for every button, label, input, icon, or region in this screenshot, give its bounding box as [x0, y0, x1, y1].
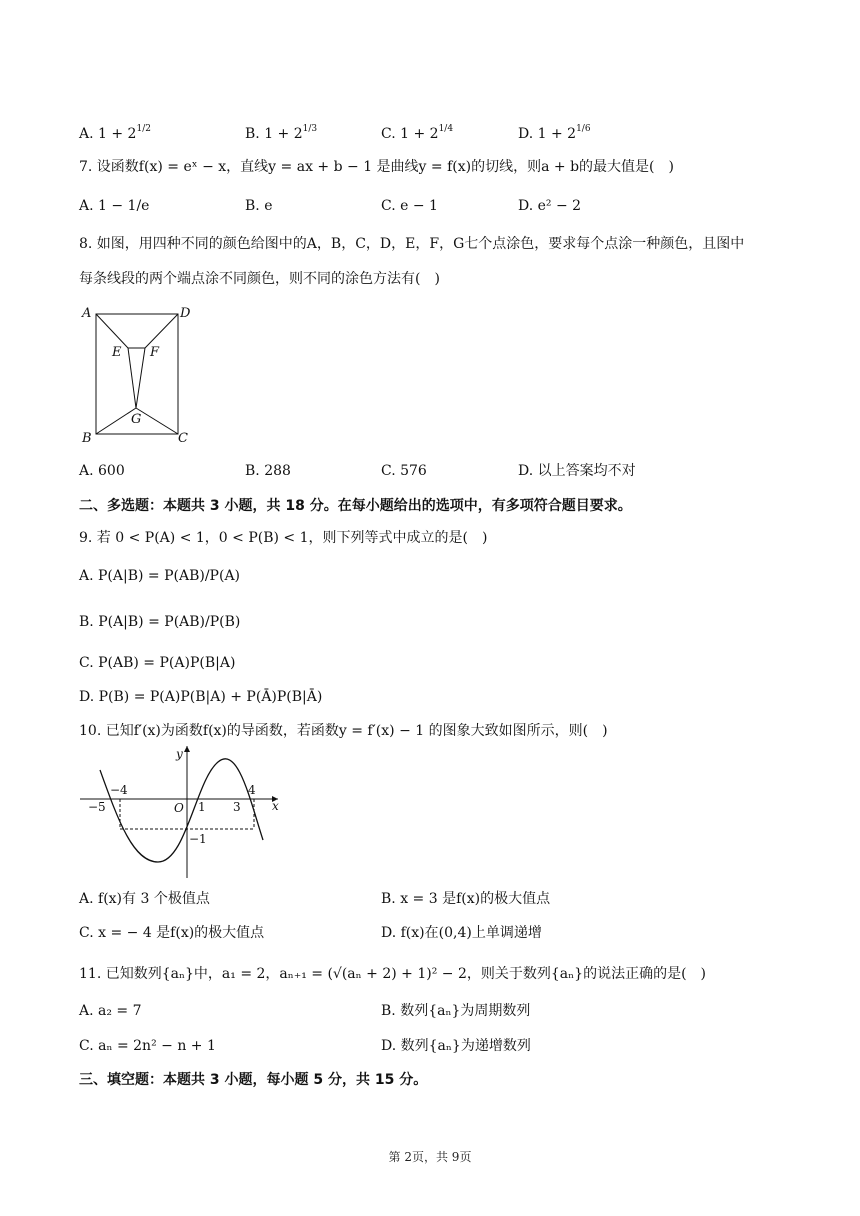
q10-label-3: 3 — [233, 800, 241, 814]
q10-label-neg5: −5 — [88, 800, 106, 814]
q8-segment-fg — [136, 348, 145, 408]
q8-segment-bg — [96, 408, 136, 434]
q10-stem: 10. 已知f′(x)为函数f(x)的导函数，若函数y = f′(x) − 1 的图象大致如图所示，则( ) — [79, 723, 608, 739]
q7-option-d: D. e² − 2 — [518, 198, 582, 214]
q10-label-neg1: −1 — [189, 832, 207, 846]
q8-label-f: F — [150, 345, 160, 360]
q9-option-a: A. P(A|B) = P(AB)/P(A) — [79, 568, 241, 584]
section-3-heading: 三、填空题：本题共 3 小题，每小题 5 分，共 15 分。 — [79, 1072, 428, 1088]
q8-label-c: C — [178, 431, 188, 446]
q6-option-d: D. $1 + 2^{1/6}$ — [518, 124, 591, 142]
q10-option-b: B. x = 3 是f(x)的极大值点 — [381, 891, 551, 907]
q8-option-a: A. 600 — [79, 463, 125, 479]
q11-option-b: B. 数列{aₙ}为周期数列 — [381, 1003, 531, 1019]
q8-option-d: D. 以上答案均不对 — [518, 463, 636, 479]
q8-label-g: G — [131, 412, 142, 427]
q6-option-b: B. $1 + 2^{1/3}$ — [245, 124, 318, 142]
q8-label-a: A — [82, 306, 92, 321]
q10-label-x: x — [272, 799, 279, 813]
q10-figure — [78, 740, 288, 882]
q10-label-4: 4 — [248, 783, 256, 797]
q8-segment-df — [145, 314, 178, 348]
q11-option-c: C. aₙ = 2n² − n + 1 — [79, 1038, 216, 1054]
q10-label-1: 1 — [198, 800, 206, 814]
q7-option-b: B. e — [245, 198, 273, 214]
q9-option-b: B. P(A|B) = P(AB)/P(B) — [79, 614, 241, 630]
q6-option-a-exponent: 1/2 — [136, 124, 151, 134]
q7-option-a: A. 1 − 1/e — [79, 198, 150, 214]
q6-option-b-exponent: 1/3 — [302, 124, 318, 134]
q9-option-d: D. P(B) = P(A)P(B|A) + P(Ā)P(B|Ā) — [79, 689, 323, 705]
q10-option-c: C. x = − 4 是f(x)的极大值点 — [79, 925, 265, 941]
section-2-heading: 二、多选题：本题共 3 小题，共 18 分。在每小题给出的选项中，有多项符合题目要求。 — [79, 498, 632, 514]
q7-option-c: C. e − 1 — [381, 198, 438, 214]
q8-label-d: D — [180, 306, 191, 321]
q10-label-origin: O — [174, 801, 184, 815]
q8-label-b: B — [82, 431, 92, 446]
q6-option-c: C. $1 + 2^{1/4}$ — [381, 124, 454, 142]
q7-stem: 7. 设函数f(x) = eˣ − x，直线y = ax + b − 1 是曲线y = f(x)的切线，则a + b的最大值是( ) — [79, 159, 674, 175]
q8-stem-line1: 8. 如图，用四种不同的颜色给图中的A，B，C，D，E，F，G七个点涂色，要求每个点涂一种颜色，且图中 — [79, 236, 745, 252]
q10-label-neg4: −4 — [110, 783, 128, 797]
q11-option-d: D. 数列{aₙ}为递增数列 — [381, 1038, 531, 1054]
q10-option-d: D. f(x)在(0,4)上单调递增 — [381, 925, 542, 941]
q10-option-a: A. f(x)有 3 个极值点 — [79, 891, 210, 907]
q8-segment-cg — [136, 408, 178, 434]
q8-figure — [78, 302, 198, 448]
q8-segment-eg — [128, 348, 136, 408]
q8-option-c: C. 576 — [381, 463, 427, 479]
q6-option-c-exponent: 1/4 — [438, 124, 454, 134]
q9-stem: 9. 若 0 < P(A) < 1，0 < P(B) < 1，则下列等式中成立的是( ) — [79, 530, 488, 546]
q6-option-d-exponent: 1/6 — [576, 124, 591, 134]
q9-option-c: C. P(AB) = P(A)P(B|A) — [79, 655, 236, 671]
q8-option-b: B. 288 — [245, 463, 291, 479]
q11-option-a: A. a₂ = 7 — [79, 1003, 142, 1019]
q8-label-e: E — [112, 345, 122, 360]
q6-option-a: A. $1 + 2^{1/2}$ — [79, 124, 151, 142]
q10-label-y: y — [176, 747, 183, 761]
q8-segment-ae — [96, 314, 128, 348]
page-footer: 第 2页，共 9页 — [388, 1150, 472, 1164]
q8-stem-line2: 每条线段的两个端点涂不同颜色，则不同的涂色方法有( ) — [79, 271, 440, 287]
q11-stem: 11. 已知数列{aₙ}中，a₁ = 2，aₙ₊₁ = (√(aₙ + 2) + 1)² − 2，则关于数列{aₙ}的说法正确的是( ) — [79, 966, 707, 982]
